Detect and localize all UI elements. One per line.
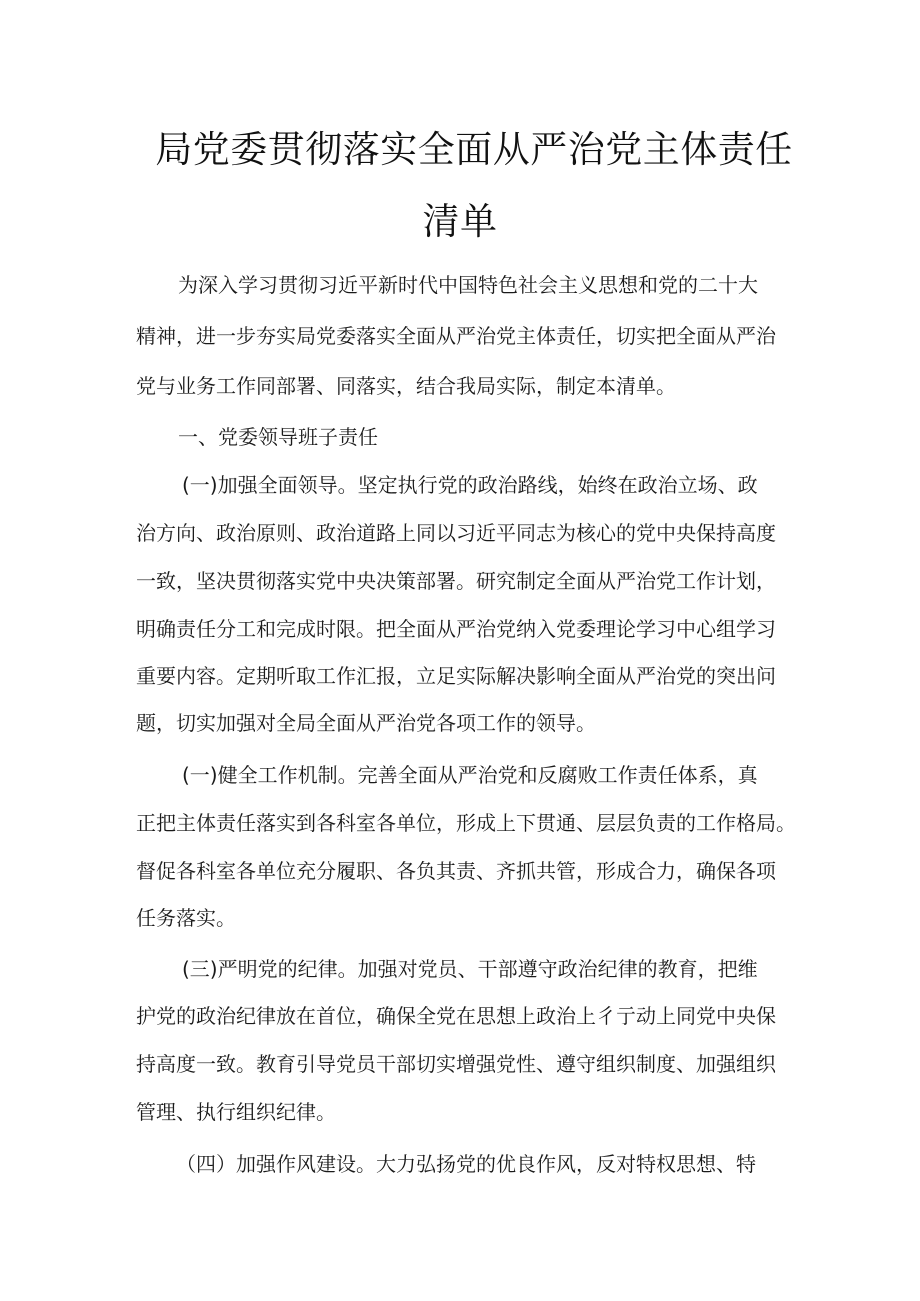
document-title-line-1: 局党委贯彻落实全面从严治党主体责任 (155, 128, 793, 171)
body-line: 管理、执行组织纪律。 (136, 1100, 336, 1124)
body-line: 一致，坚决贯彻落实党中央决策部署。研究制定全面从严治党工作计划， (136, 569, 776, 593)
section-heading: 一、党委领导班子责任 (178, 425, 378, 449)
body-line: 护党的政治纪律放在首位，确保全党在思想上政治上彳亍动上同党中央保 (136, 1004, 776, 1028)
body-line: (一)健全工作机制。完善全面从严治党和反腐败工作责任体系，真 (182, 763, 758, 787)
body-line: 正把主体责任落实到各科室各单位，形成上下贯通、层层负责的工作格局。 (136, 811, 796, 835)
body-line: 持高度一致。教育引导党员干部切实增强党性、遵守组织制度、加强组织 (136, 1052, 776, 1076)
document-title-line-2: 清单 (422, 200, 498, 243)
body-line: 题，切实加强对全局全面从严治党各项工作的领导。 (136, 711, 596, 735)
body-line: 为深入学习贯彻习近平新时代中国特色社会主义思想和党的二十大 (178, 273, 758, 297)
body-line: 明确责任分工和完成时限。把全面从严治党纳入党委理论学习中心组学习 (136, 617, 776, 641)
body-line: 重要内容。定期听取工作汇报，立足实际解决影响全面从严治党的突出问 (136, 664, 776, 688)
body-line: 党与业务工作同部署、同落实，结合我局实际，制定本清单。 (136, 374, 676, 398)
body-line: (一)加强全面领导。坚定执行党的政治路线，始终在政治立场、政 (182, 473, 758, 497)
body-line: 精神，进一步夯实局党委落实全面从严治党主体责任，切实把全面从严治 (136, 324, 776, 348)
body-line: (三)严明党的纪律。加强对党员、干部遵守政治纪律的教育，把维 (182, 957, 758, 981)
body-line: 任务落实。 (136, 906, 236, 930)
body-line: （四）加强作风建设。大力弘扬党的优良作风，反对特权思想、特 (176, 1152, 756, 1176)
body-line: 治方向、政治原则、政治道路上同以习近平同志为核心的党中央保持高度 (136, 521, 776, 545)
body-line: 督促各科室各单位充分履职、各负其责、齐抓共管，形成合力，确保各项 (136, 859, 776, 883)
